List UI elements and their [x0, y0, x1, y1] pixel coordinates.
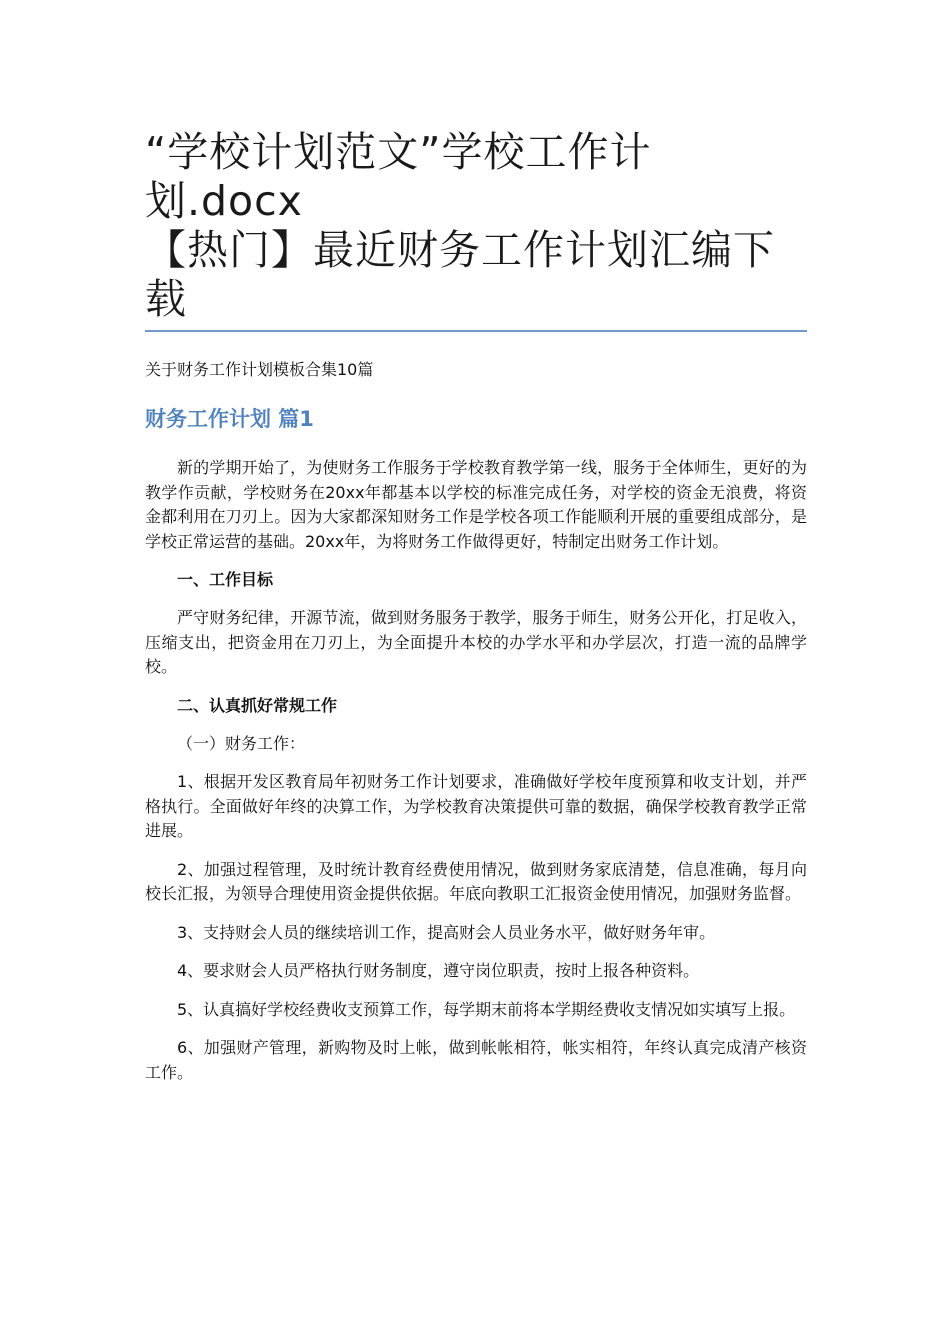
list-item: 1、根据开发区教育局年初财务工作计划要求，准确做好学校年度预算和收支计划，并严格执行。全面做好年终的决算工作，为学校教育决策提供可靠的数据，确保学校教育教学正常进展。 [145, 772, 807, 840]
title-line-3: 【热门】最近财务工作计划汇编下 [145, 226, 775, 274]
intro-paragraph: 新的学期开始了，为使财务工作服务于学校教育教学第一线，服务于全体师生，更好的为教学作贡献，学校财务在20xx年都基本以学校的标准完成任务，对学校的资金无浪费，将资金都利用在刀刃上。因为大家都深知财务工作是学校各项工作能顺利开展的重要组成部分，是学校正常运营的基础。20xx年，为将财务工作做得更好，特制定出财务工作计划。 [145, 458, 807, 551]
document-page [145, 128, 807, 1085]
title-line-4: 载 [145, 275, 187, 323]
title-line-2: 划.docx [145, 177, 303, 225]
section-heading: 财务工作计划 篇1 [145, 407, 314, 431]
subheading-finance-work: （一）财务工作： [177, 733, 306, 753]
goals-paragraph: 严守财务纪律，开源节流，做到财务服务于教学，服务于师生，财务公开化，打足收入，压缩支出，把资金用在刀刃上，为全面提升本校的办学水平和办学层次，打造一流的品牌学校。 [145, 608, 807, 676]
title-line-1: “学校计划范文”学校工作计 [145, 128, 652, 176]
document-subtitle: 关于财务工作计划模板合集10篇 [145, 360, 374, 379]
heading-routine-work: 二、认真抓好常规工作 [177, 695, 338, 715]
list-item: 4、要求财会人员严格执行财务制度，遵守岗位职责，按时上报各种资料。 [177, 961, 700, 980]
list-item: 6、加强财产管理，新购物及时上帐，做到帐帐相符，帐实相符，年终认真完成清产核资工作。 [145, 1038, 807, 1082]
title-divider [145, 330, 807, 332]
list-item: 2、加强过程管理，及时统计教育经费使用情况，做到财务家底清楚，信息准确，每月向校长汇报，为领导合理使用资金提供依据。年底向教职工汇报资金使用情况，加强财务监督。 [145, 859, 807, 903]
list-item: 5、认真搞好学校经费收支预算工作，每学期末前将本学期经费收支情况如实填写上报。 [177, 999, 796, 1019]
list-item: 3、支持财会人员的继续培训工作，提高财会人员业务水平，做好财务年审。 [177, 922, 716, 942]
heading-work-goals: 一、工作目标 [177, 570, 274, 589]
document-title [145, 128, 807, 324]
